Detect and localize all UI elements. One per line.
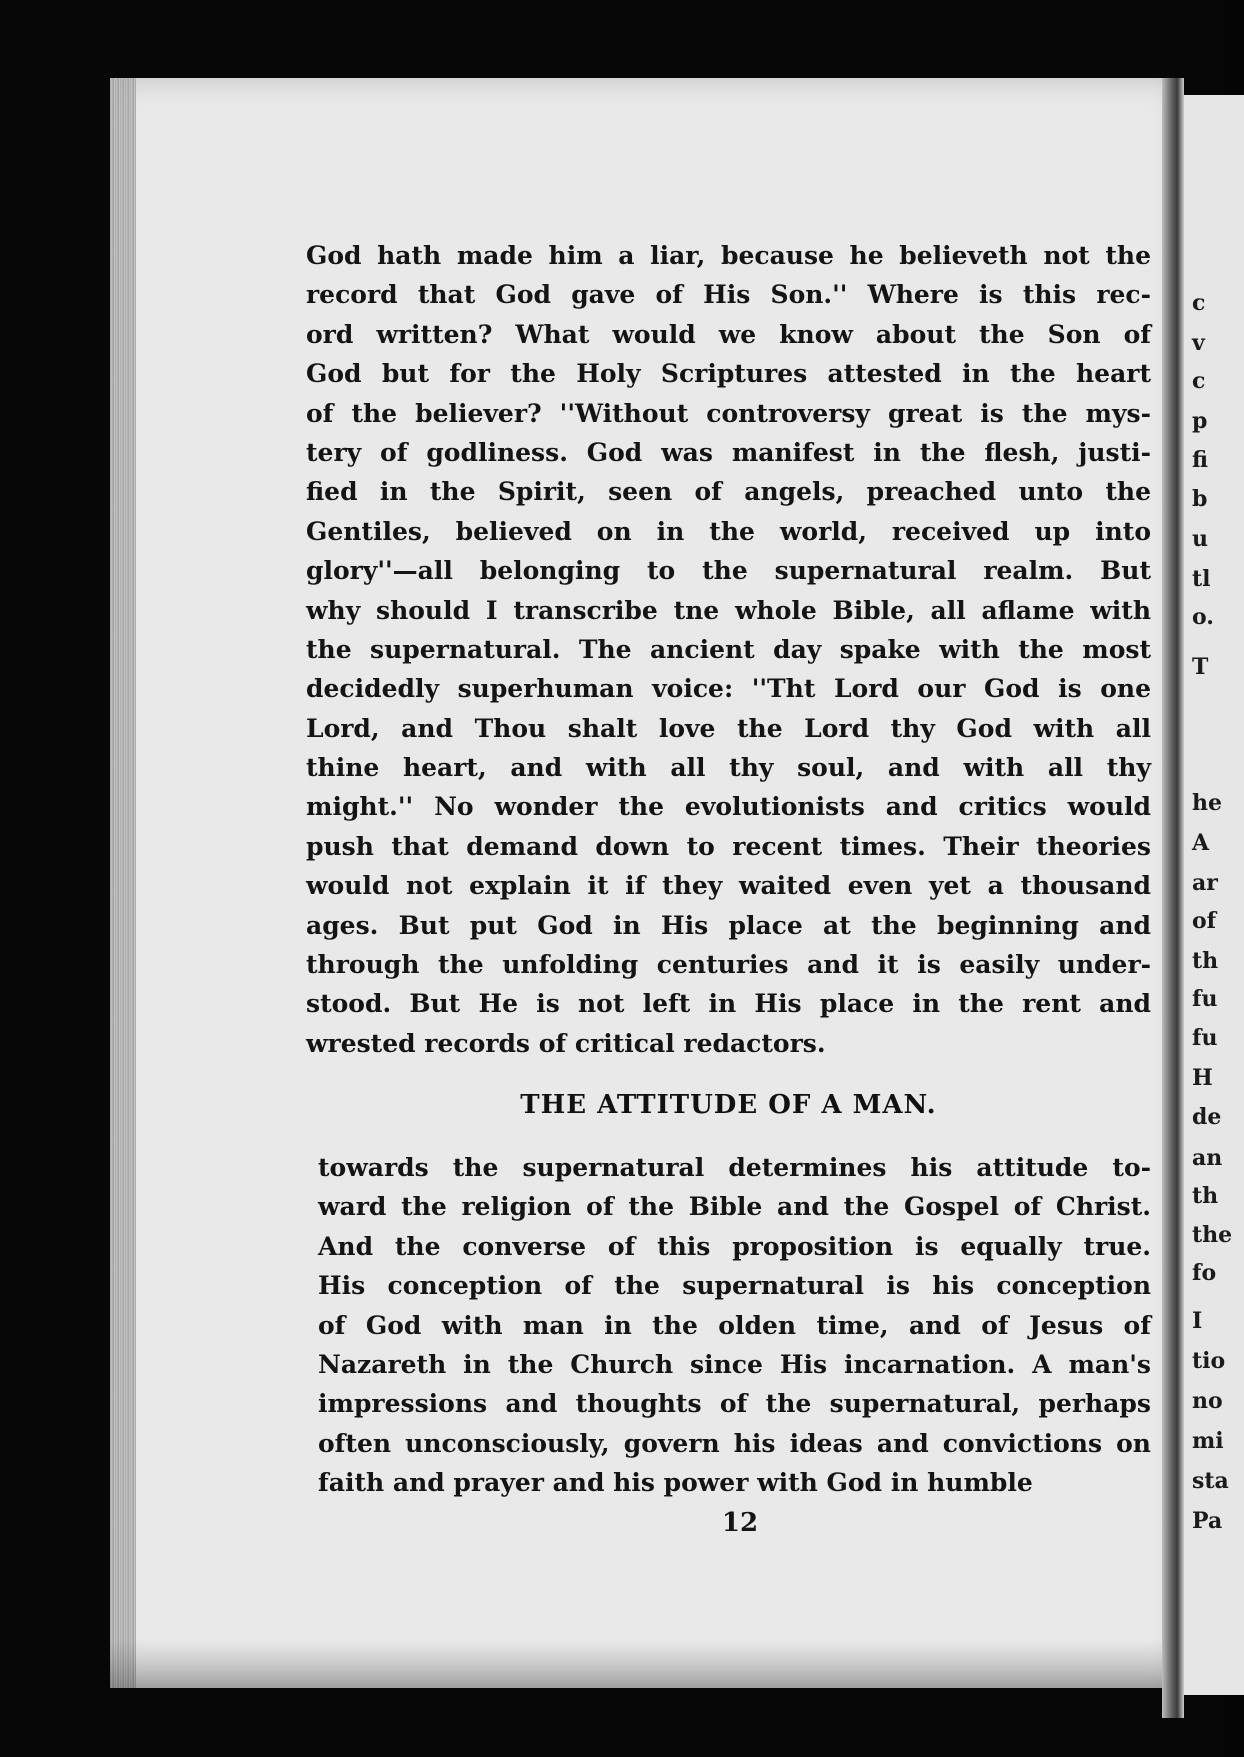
text-line: might.'' No wonder the evolutionists and critics would	[306, 792, 1151, 822]
facing-page-fragment: fu	[1192, 986, 1218, 1012]
paragraph-continuation	[306, 236, 1151, 1063]
text-line: of the believer? ''Without controversy great is the mys-	[306, 398, 1151, 428]
page-gutter-edge	[110, 78, 136, 1688]
facing-page-fragment: tio	[1192, 1348, 1226, 1374]
text-line: record that God gave of His Son.'' Where is this rec-	[306, 280, 1151, 310]
text-line: Lord, and Thou shalt love the Lord thy God with all	[306, 713, 1151, 743]
facing-page-fragment: sta	[1192, 1468, 1229, 1494]
text-line: faith and prayer and his power with God in humble	[318, 1468, 1033, 1498]
facing-page-fragment: T	[1192, 654, 1209, 680]
text-line: His conception of the supernatural is his conception	[318, 1271, 1151, 1301]
text-line: ord written? What would we know about the Son of	[306, 319, 1151, 349]
facing-page-fragment: mi	[1192, 1428, 1224, 1454]
facing-page-fragment: c	[1192, 290, 1206, 316]
facing-page-fragment: u	[1192, 526, 1208, 552]
text-line: stood. But He is not left in His place in the rent and	[306, 989, 1151, 1019]
facing-page-fragment: of	[1192, 908, 1217, 934]
text-line: fied in the Spirit, seen of angels, preached unto the	[306, 477, 1151, 507]
text-line: decidedly superhuman voice: ''Tht Lord our God is one	[306, 674, 1151, 704]
text-line: God hath made him a liar, because he believeth not the	[306, 241, 1151, 270]
text-line: push that demand down to recent times. Their theories	[306, 831, 1151, 861]
facing-page-fragment: he	[1192, 790, 1222, 816]
facing-page-fragment: A	[1192, 830, 1210, 856]
facing-page-fragment: c	[1192, 368, 1206, 394]
book-spine	[1162, 78, 1184, 1718]
text-line: why should I transcribe tne whole Bible, all aflame with	[306, 595, 1151, 625]
facing-page-fragment: b	[1192, 486, 1208, 512]
facing-page-fragment: ar	[1192, 870, 1218, 896]
text-line: towards the supernatural determines his attitude to-	[318, 1153, 1151, 1182]
text-line: the supernatural. The ancient day spake with the most	[306, 634, 1151, 664]
facing-page-fragment: o.	[1192, 604, 1214, 630]
facing-page-fragment: fi	[1192, 447, 1208, 473]
facing-page-fragment: no	[1192, 1388, 1223, 1414]
facing-page-fragment: tl	[1192, 566, 1211, 592]
text-line: God but for the Holy Scriptures attested in the heart	[306, 359, 1151, 389]
facing-page-fragment: fo	[1192, 1260, 1217, 1286]
text-line: of God with man in the olden time, and of Jesus of	[318, 1310, 1151, 1340]
facing-page-fragment: v	[1192, 330, 1205, 356]
text-line: impressions and thoughts of the supernatural, perhaps	[318, 1389, 1151, 1419]
facing-page-fragment: th	[1192, 948, 1219, 974]
page-number: 12	[721, 1508, 759, 1538]
facing-page-text-fragments	[1192, 0, 1232, 1757]
facing-page-fragment: de	[1192, 1104, 1222, 1130]
text-line: Gentiles, believed on in the world, received up into	[306, 516, 1151, 546]
page-bottom-shadow	[110, 1640, 1180, 1688]
facing-page-fragment: fu	[1192, 1025, 1218, 1051]
facing-page-fragment: th	[1192, 1183, 1219, 1209]
text-line: tery of godliness. God was manifest in the flesh, justi-	[306, 437, 1151, 467]
facing-page-fragment: Pa	[1192, 1508, 1223, 1534]
text-line: thine heart, and with all thy soul, and with all thy	[306, 753, 1151, 783]
text-line: through the unfolding centuries and it is easily under-	[306, 950, 1151, 980]
text-line: glory''—all belonging to the supernatural realm. But	[306, 556, 1151, 586]
facing-page-fragment: an	[1192, 1145, 1223, 1171]
text-line: wrested records of critical redactors.	[306, 1028, 826, 1058]
facing-page-fragment: the	[1192, 1222, 1233, 1248]
text-line: would not explain it if they waited even yet a thousand	[306, 871, 1151, 901]
text-line: Nazareth in the Church since His incarnation. A man's	[318, 1349, 1151, 1379]
text-line: ward the religion of the Bible and the Gospel of Christ.	[318, 1192, 1151, 1222]
text-line: And the converse of this proposition is equally true.	[318, 1231, 1151, 1261]
text-line: often unconsciously, govern his ideas and convictions on	[318, 1428, 1151, 1458]
section-heading: THE ATTITUDE OF A MAN.	[520, 1090, 937, 1120]
text-line: ages. But put God in His place at the beginning and	[306, 910, 1151, 940]
paragraph-section	[318, 1148, 1151, 1503]
facing-page-fragment: I	[1192, 1308, 1203, 1334]
facing-page-fragment: p	[1192, 408, 1208, 434]
facing-page-fragment: H	[1192, 1065, 1213, 1091]
